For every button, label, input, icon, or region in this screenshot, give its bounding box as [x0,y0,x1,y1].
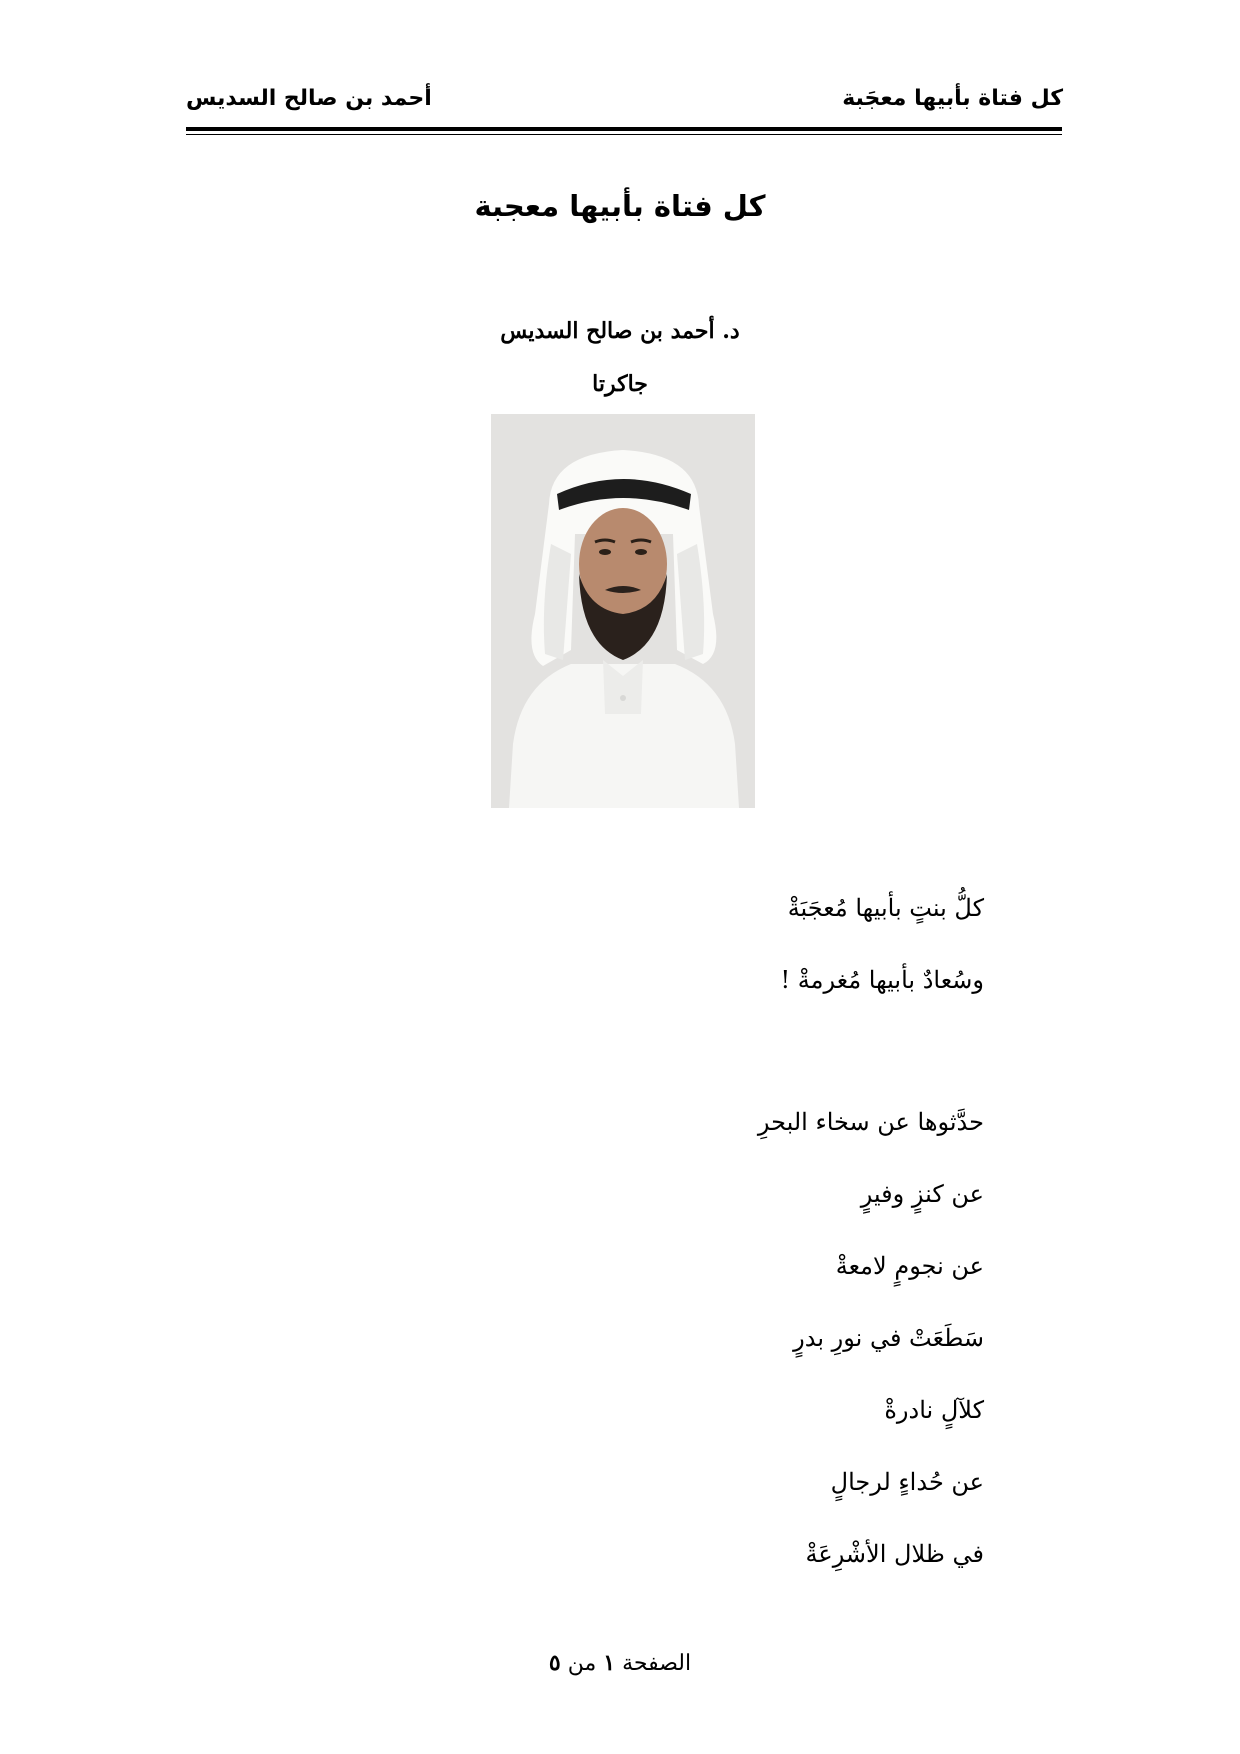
author-photo [491,414,755,808]
header-divider-thin [186,134,1062,135]
poem-line: وسُعادٌ بأبيها مُغرمةْ ! [780,966,984,994]
footer-total-pages: ٥ [548,1650,561,1676]
poem-line: سَطَعَتْ في نورِ بدرٍ [793,1324,984,1352]
footer-of-word: من [567,1651,597,1676]
footer-page-word: الصفحة [622,1651,692,1676]
header-divider-thick [186,127,1062,131]
poem-line: عن حُداءٍ لرجالٍ [830,1468,984,1496]
poem-line: عن كنزٍ وفيرٍ [860,1180,984,1208]
author-city: جاكرتا [592,371,648,397]
page-title: كل فتاة بأبيها معجبة [474,189,766,223]
poem-line: كلُّ بنتٍ بأبيها مُعجَبَةْ [787,894,984,922]
poem-line: عن نجومٍ لامعةْ [835,1252,984,1280]
poem-line: في ظلال الأشْرِعَةْ [805,1540,984,1568]
header-title: كل فتاة بأبيها معجَبة [842,86,1063,111]
poem-line: حدَّثوها عن سخاء البحرِ [757,1108,984,1136]
footer-page-number: ١ [603,1650,616,1676]
poem-line: كلآلٍ نادرةْ [884,1396,984,1424]
page-footer [0,1647,1240,1680]
header-author: أحمد بن صالح السديس [186,86,432,111]
author-name: د. أحمد بن صالح السديس [500,318,740,344]
